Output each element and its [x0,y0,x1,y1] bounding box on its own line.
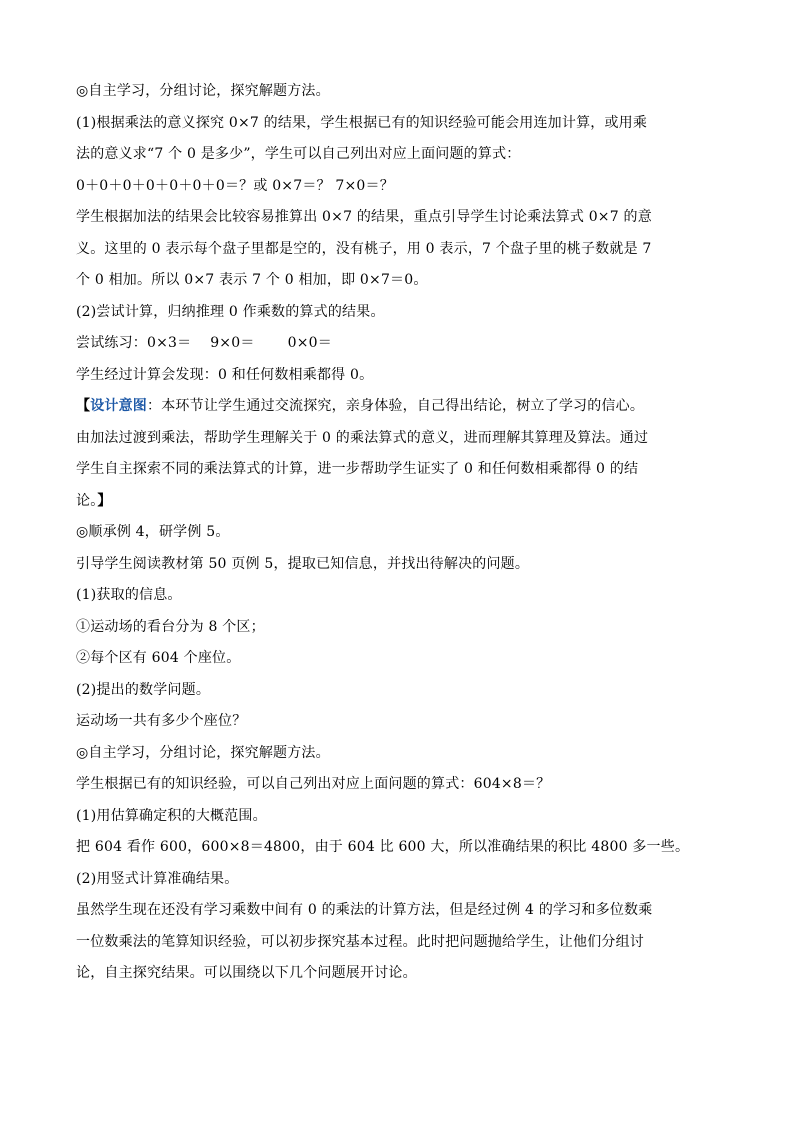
text-line: (2)尝试计算，归纳推理 0 作乘数的算式的结果。 [76,303,385,320]
text-line: 学生经过计算会发现：0 和任何数相乘都得 0。 [76,366,374,383]
design-note-open-bracket: 【 [76,398,91,414]
text-line: 尝试练习：0×3＝ 9×0＝ 0×0＝ [76,335,332,351]
text-line: (2)提出的数学问题。 [76,681,211,698]
text-line: 义。这里的 0 表示每个盘子里都是空的，没有桃子，用 0 表示，7 个盘子里的桃子数就是 7 [76,240,652,257]
text-line: (1)根据乘法的意义探究 0×7 的结果，学生根据已有的知识经验可能会用连加计算，或用乘 [76,114,648,131]
text-line: 一位数乘法的笔算知识经验，可以初步探究基本过程。此时把问题抛给学生，让他们分组讨 [76,933,644,950]
document-page [76,76,726,990]
design-note-text: ：本环节让学生通过交流探究，亲身体验，自己得出结论，树立了学习的信心。 [147,398,645,414]
text-line: 把 604 看作 600，600×8＝4800，由于 604 比 600 大，所以准确结果的积比 4800 多一些。 [76,839,690,855]
text-line: ◎自主学习，分组讨论，探究解题方法。 [76,744,330,761]
text-line: 学生根据加法的结果会比较容易推算出 0×7 的结果，重点引导学生讨论乘法算式 0×7 的意 [76,209,652,225]
text-line: ①运动场的看台分为 8 个区； [76,618,265,635]
text-line: 引导学生阅读教材第 50 页例 5，提取已知信息，并找出待解决的问题。 [76,555,530,572]
text-line: ◎自主学习，分组讨论，探究解题方法。 [76,83,330,99]
design-note-text: 学生自主探索不同的乘法算式的计算，进一步帮助学生证实了 0 和任何数相乘都得 0 的结 [76,461,639,477]
design-note-first-line [76,391,726,423]
design-note-heading: 设计意图 [90,398,148,414]
text-line: 运动场一共有多少个座位？ [76,713,247,729]
design-note-text: 由加法过渡到乘法，帮助学生理解关于 0 的乘法算式的意义，进而理解其算理及算法。通过 [76,429,649,446]
text-line: ◎顺承例 4，研学例 5。 [76,524,230,540]
text-line: 论，自主探究结果。可以围绕以下几个问题展开讨论。 [76,965,417,981]
design-note-text: 论。 [76,492,98,509]
text-line: 学生根据已有的知识经验，可以自己列出对应上面问题的算式：604×8＝？ [76,776,551,792]
design-note [76,391,726,517]
text-line: (1)用估算确定积的大概范围。 [76,807,267,824]
text-line: 虽然学生现在还没有学习乘数中间有 0 的乘法的计算方法，但是经过例 4 的学习和多位数乘 [76,902,653,918]
design-note-close-bracket: 】 [97,492,112,509]
text-line: (1)获取的信息。 [76,587,182,603]
text-line: 0＋0＋0＋0＋0＋0＋0＝？或 0×7＝？ 7×0＝？ [76,177,394,194]
design-note-last-line [76,486,726,518]
text-line: 个 0 相加。所以 0×7 表示 7 个 0 相加，即 0×7＝0。 [76,272,428,288]
text-line: ②每个区有 604 个座位。 [76,650,241,666]
text-line: 法的意义求“7 个 0 是多少”，学生可以自己列出对应上面问题的算式： [76,146,521,162]
text-line: (2)用竖式计算准确结果。 [76,870,239,887]
